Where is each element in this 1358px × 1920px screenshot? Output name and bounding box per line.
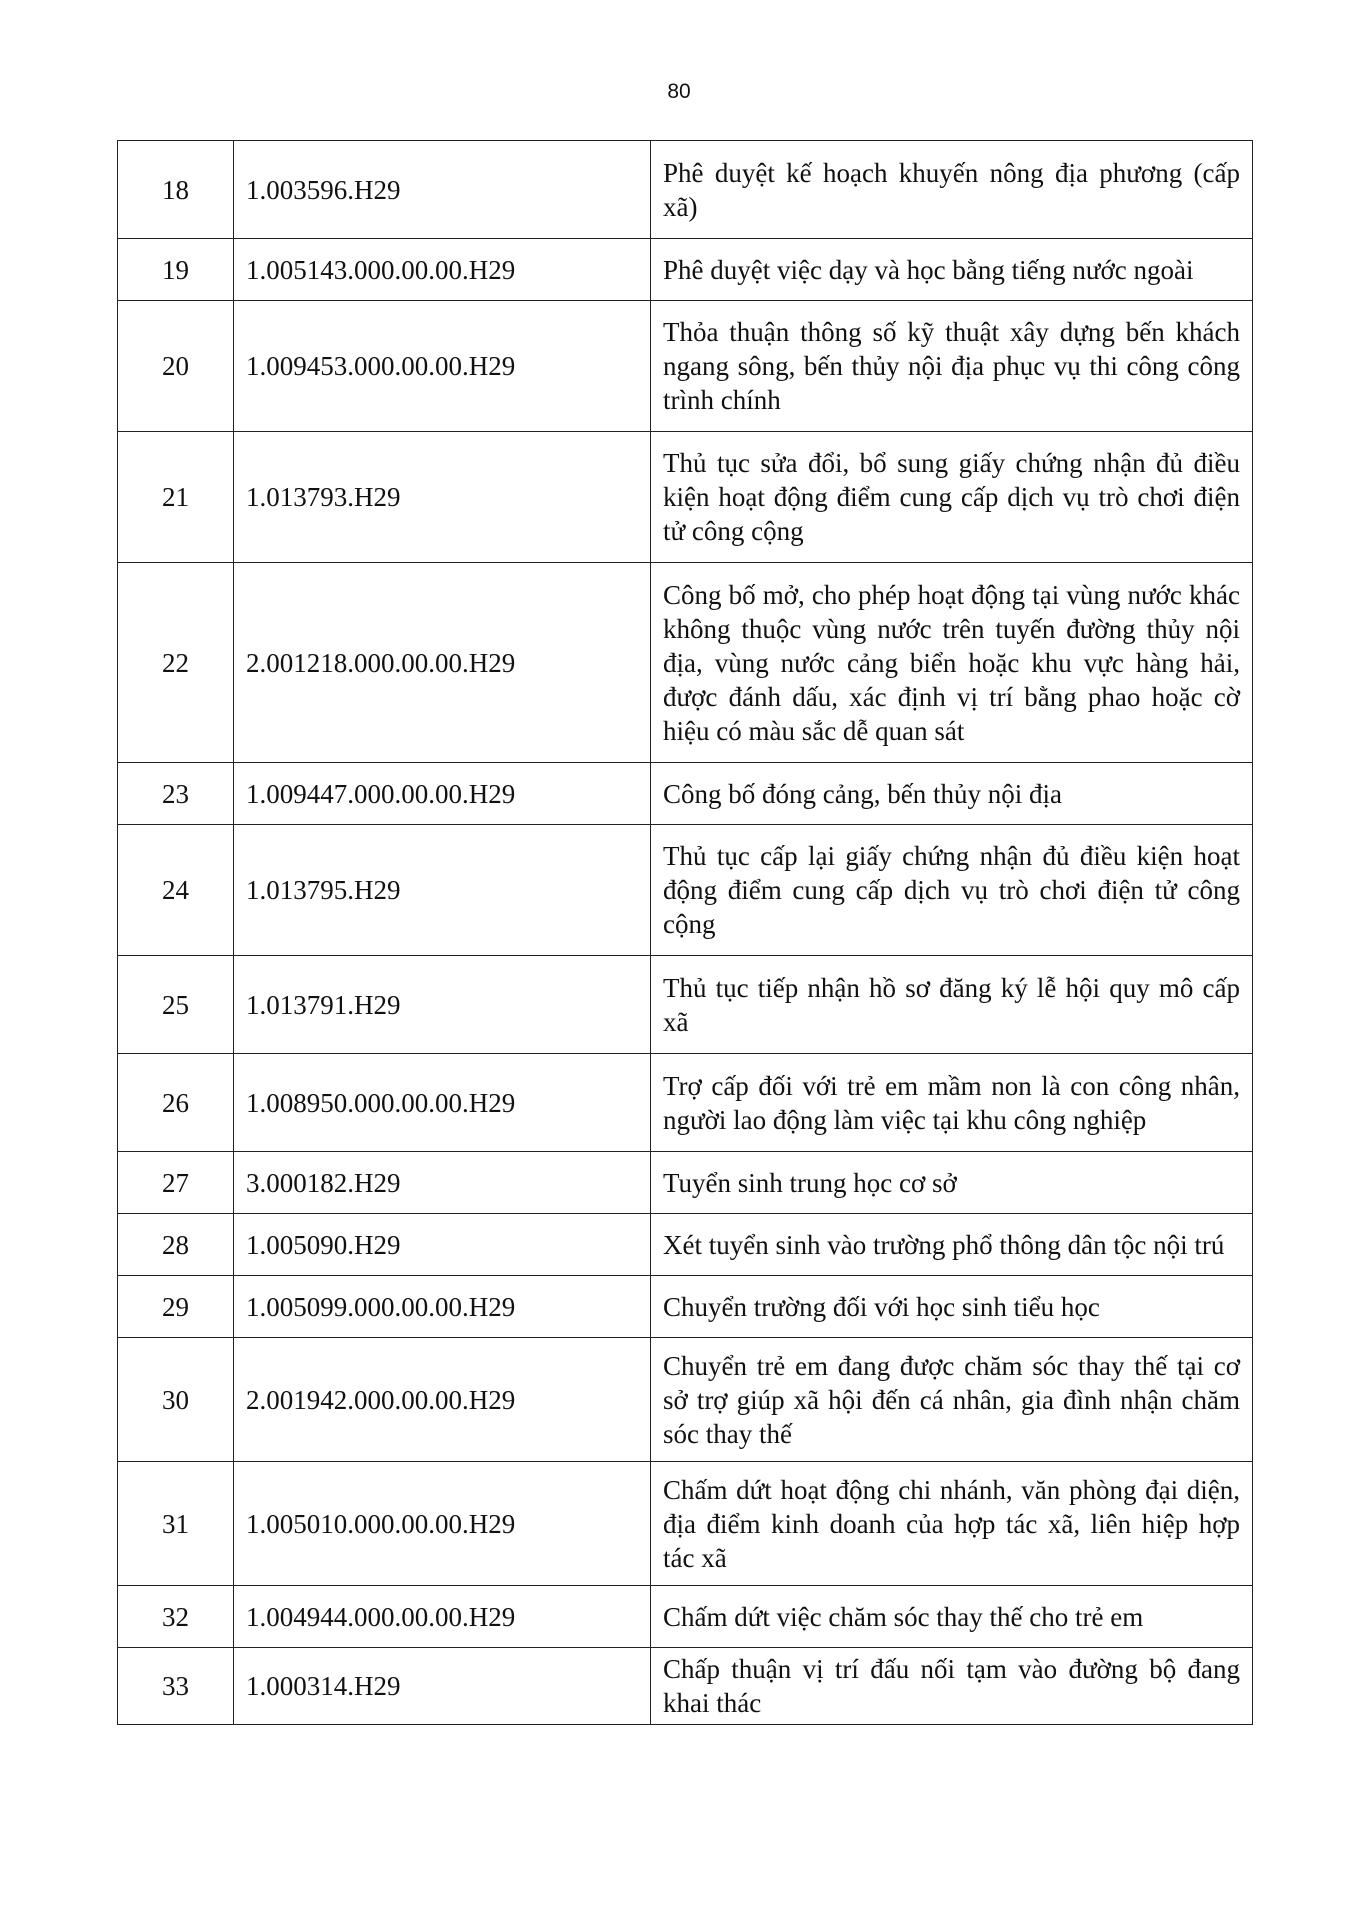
table-row — [118, 432, 1253, 563]
row-number: 19 — [118, 239, 234, 301]
procedure-name: Chấm dứt việc chăm sóc thay thế cho trẻ em — [651, 1586, 1253, 1648]
procedure-code: 1.000314.H29 — [234, 1648, 651, 1725]
row-number: 31 — [118, 1462, 234, 1586]
row-number: 28 — [118, 1214, 234, 1276]
procedure-name: Tuyển sinh trung học cơ sở — [651, 1152, 1253, 1214]
procedure-name: Phê duyệt kế hoạch khuyến nông địa phương (cấp xã) — [651, 141, 1253, 239]
procedure-code: 1.005010.000.00.00.H29 — [234, 1462, 651, 1586]
table-row — [118, 1276, 1253, 1338]
procedure-code: 3.000182.H29 — [234, 1152, 651, 1214]
procedure-name: Phê duyệt việc dạy và học bằng tiếng nước ngoài — [651, 239, 1253, 301]
procedure-code: 1.009453.000.00.00.H29 — [234, 301, 651, 432]
procedure-name: Thủ tục sửa đổi, bổ sung giấy chứng nhận đủ điều kiện hoạt động điểm cung cấp dịch vụ trò chơi điện tử công cộng — [651, 432, 1253, 563]
row-number: 29 — [118, 1276, 234, 1338]
page-number: 80 — [667, 80, 691, 103]
procedure-code: 1.005090.H29 — [234, 1214, 651, 1276]
row-number: 24 — [118, 825, 234, 956]
row-number: 25 — [118, 956, 234, 1054]
row-number: 23 — [118, 763, 234, 825]
procedure-code: 1.013793.H29 — [234, 432, 651, 563]
table-row — [118, 763, 1253, 825]
procedure-name: Trợ cấp đối với trẻ em mầm non là con công nhân, người lao động làm việc tại khu công nghiệp — [651, 1054, 1253, 1152]
procedure-code: 1.013795.H29 — [234, 825, 651, 956]
procedure-name: Công bố mở, cho phép hoạt động tại vùng nước khác không thuộc vùng nước trên tuyến đường thủy nội địa, vùng nước cảng biển hoặc khu vực hàng hải, được đánh dấu, xác định vị trí bằng phao hoặc cờ hiệu có màu sắc dễ quan sát — [651, 563, 1253, 763]
procedure-name: Chuyển trường đối với học sinh tiểu học — [651, 1276, 1253, 1338]
procedure-name: Thủ tục tiếp nhận hồ sơ đăng ký lễ hội quy mô cấp xã — [651, 956, 1253, 1054]
table-row — [118, 1338, 1253, 1462]
procedure-code: 1.005143.000.00.00.H29 — [234, 239, 651, 301]
procedure-code: 2.001218.000.00.00.H29 — [234, 563, 651, 763]
procedure-code: 1.005099.000.00.00.H29 — [234, 1276, 651, 1338]
table-row — [118, 1462, 1253, 1586]
procedure-name: Thủ tục cấp lại giấy chứng nhận đủ điều kiện hoạt động điểm cung cấp dịch vụ trò chơi điện tử công cộng — [651, 825, 1253, 956]
table-row — [118, 956, 1253, 1054]
procedure-code: 2.001942.000.00.00.H29 — [234, 1338, 651, 1462]
row-number: 27 — [118, 1152, 234, 1214]
row-number: 18 — [118, 141, 234, 239]
procedure-code: 1.008950.000.00.00.H29 — [234, 1054, 651, 1152]
procedure-code: 1.009447.000.00.00.H29 — [234, 763, 651, 825]
row-number: 30 — [118, 1338, 234, 1462]
procedures-table — [117, 140, 1253, 1725]
table-row — [118, 1648, 1253, 1725]
table-row — [118, 1054, 1253, 1152]
row-number: 32 — [118, 1586, 234, 1648]
row-number: 20 — [118, 301, 234, 432]
row-number: 21 — [118, 432, 234, 563]
procedure-code: 1.004944.000.00.00.H29 — [234, 1586, 651, 1648]
procedure-name: Xét tuyển sinh vào trường phổ thông dân tộc nội trú — [651, 1214, 1253, 1276]
procedure-name: Chấm dứt hoạt động chi nhánh, văn phòng đại diện, địa điểm kinh doanh của hợp tác xã, liên hiệp hợp tác xã — [651, 1462, 1253, 1586]
procedure-code: 1.003596.H29 — [234, 141, 651, 239]
row-number: 22 — [118, 563, 234, 763]
row-number: 26 — [118, 1054, 234, 1152]
procedure-name: Chuyển trẻ em đang được chăm sóc thay thế tại cơ sở trợ giúp xã hội đến cá nhân, gia đình nhận chăm sóc thay thế — [651, 1338, 1253, 1462]
table-row — [118, 239, 1253, 301]
procedure-code: 1.013791.H29 — [234, 956, 651, 1054]
row-number: 33 — [118, 1648, 234, 1725]
table-row — [118, 1214, 1253, 1276]
procedures-table-body — [118, 141, 1253, 1725]
table-row — [118, 301, 1253, 432]
table-row — [118, 1586, 1253, 1648]
table-row — [118, 1152, 1253, 1214]
table-row — [118, 563, 1253, 763]
procedure-name: Công bố đóng cảng, bến thủy nội địa — [651, 763, 1253, 825]
procedure-name: Thỏa thuận thông số kỹ thuật xây dựng bến khách ngang sông, bến thủy nội địa phục vụ thi công công trình chính — [651, 301, 1253, 432]
table-row — [118, 141, 1253, 239]
procedure-name: Chấp thuận vị trí đấu nối tạm vào đường bộ đang khai thác — [651, 1648, 1253, 1725]
table-row — [118, 825, 1253, 956]
